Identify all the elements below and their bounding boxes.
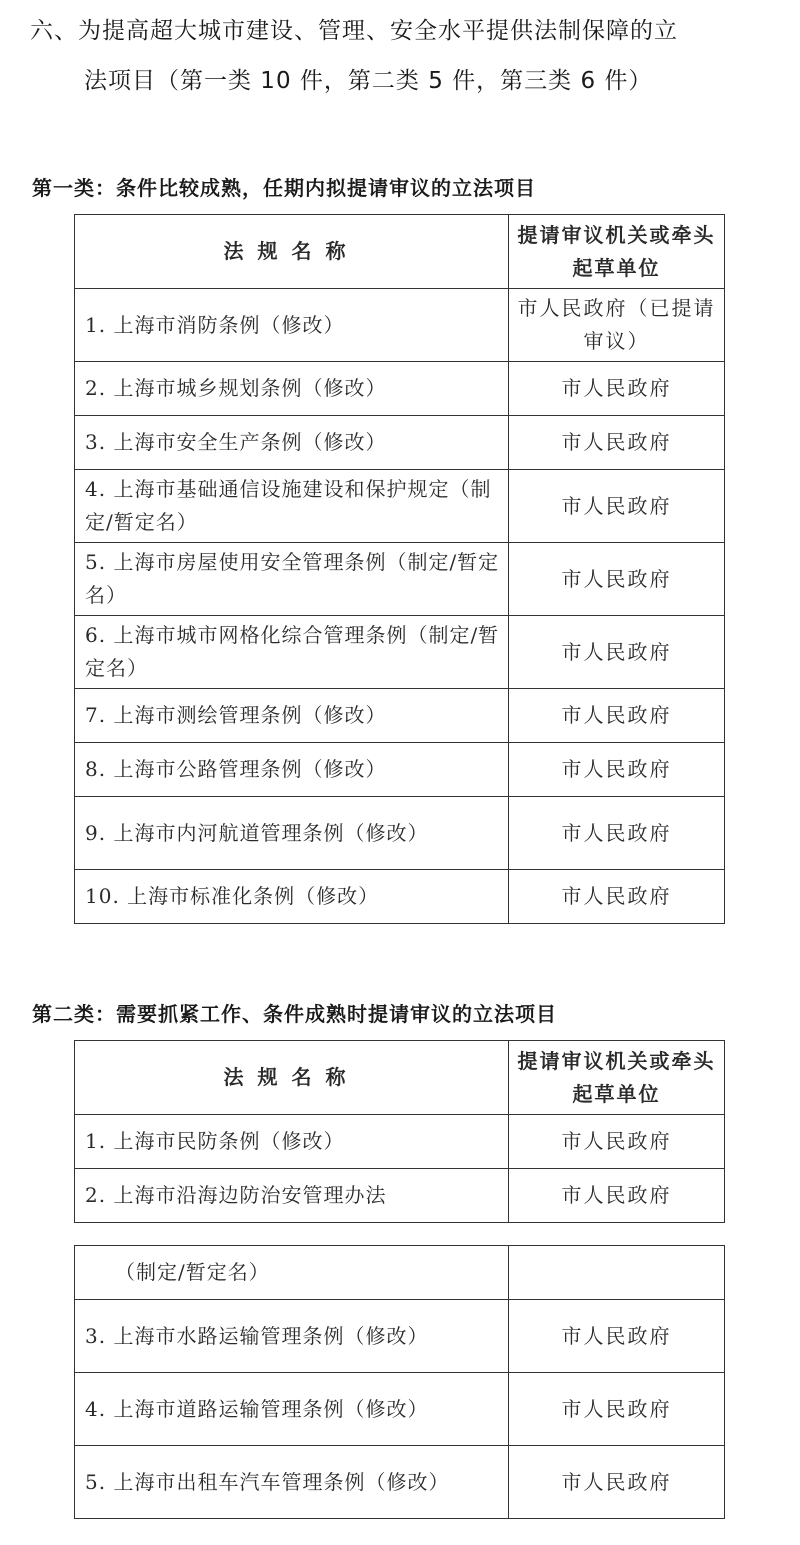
table-row	[75, 416, 725, 470]
row-org: 市人民政府	[509, 1373, 725, 1446]
row-name: 5. 上海市出租车汽车管理条例（修改）	[75, 1446, 509, 1519]
row-org: 市人民政府	[509, 470, 725, 543]
header-org: 提请审议机关或牵头起草单位	[509, 1041, 725, 1115]
row-name: 3. 上海市水路运输管理条例（修改）	[75, 1300, 509, 1373]
row-org: 市人民政府	[509, 616, 725, 689]
row-name: 4. 上海市道路运输管理条例（修改）	[75, 1373, 509, 1446]
row-org: 市人民政府	[509, 797, 725, 870]
row-name: 3. 上海市安全生产条例（修改）	[75, 416, 509, 470]
row-name: 7. 上海市测绘管理条例（修改）	[75, 689, 509, 743]
table-row	[75, 362, 725, 416]
table-row	[75, 1373, 725, 1446]
row-name: 2. 上海市城乡规划条例（修改）	[75, 362, 509, 416]
row-org-empty	[509, 1246, 725, 1300]
table-row	[75, 1169, 725, 1223]
table-row	[75, 1300, 725, 1373]
row-org: 市人民政府	[509, 362, 725, 416]
row-org: 市人民政府	[509, 1115, 725, 1169]
header-name: 法规名称	[75, 215, 509, 289]
row-name: 6. 上海市城市网格化综合管理条例（制定/暂定名）	[75, 616, 509, 689]
row-org: 市人民政府	[509, 1169, 725, 1223]
section-title-line1: 六、为提高超大城市建设、管理、安全水平提供法制保障的立	[30, 18, 678, 44]
row-name: 8. 上海市公路管理条例（修改）	[75, 743, 509, 797]
row-name: 9. 上海市内河航道管理条例（修改）	[75, 797, 509, 870]
table-row	[75, 797, 725, 870]
row-org: 市人民政府	[509, 689, 725, 743]
category2-table	[74, 1040, 725, 1223]
table-header-row	[75, 215, 725, 289]
row-name: 4. 上海市基础通信设施建设和保护规定（制定/暂定名）	[75, 470, 509, 543]
header-name: 法规名称	[75, 1041, 509, 1115]
section-title-line2: 法项目（第一类 10 件，第二类 5 件，第三类 6 件）	[84, 68, 653, 94]
table-row	[75, 870, 725, 924]
row-org: 市人民政府（已提请审议）	[509, 289, 725, 362]
category2-label: 第二类：需要抓紧工作、条件成熟时提请审议的立法项目	[32, 1002, 557, 1026]
row-name: 5. 上海市房屋使用安全管理条例（制定/暂定名）	[75, 543, 509, 616]
table-row	[75, 289, 725, 362]
row-name-continuation: （制定/暂定名）	[75, 1246, 509, 1300]
row-org: 市人民政府	[509, 1300, 725, 1373]
table-row	[75, 1246, 725, 1300]
table-row	[75, 743, 725, 797]
row-org: 市人民政府	[509, 543, 725, 616]
category1-table	[74, 214, 725, 924]
row-org: 市人民政府	[509, 416, 725, 470]
row-name: 1. 上海市消防条例（修改）	[75, 289, 509, 362]
row-org: 市人民政府	[509, 870, 725, 924]
table-header-row	[75, 1041, 725, 1115]
category1-label: 第一类：条件比较成熟，任期内拟提请审议的立法项目	[32, 176, 536, 200]
table-row	[75, 1446, 725, 1519]
row-org: 市人民政府	[509, 1446, 725, 1519]
header-org: 提请审议机关或牵头起草单位	[509, 215, 725, 289]
row-name: 10. 上海市标准化条例（修改）	[75, 870, 509, 924]
row-name: 1. 上海市民防条例（修改）	[75, 1115, 509, 1169]
table-row	[75, 543, 725, 616]
table-row	[75, 470, 725, 543]
table-row	[75, 689, 725, 743]
row-org: 市人民政府	[509, 743, 725, 797]
row-name: 2. 上海市沿海边防治安管理办法	[75, 1169, 509, 1223]
table-row	[75, 1115, 725, 1169]
table-row	[75, 616, 725, 689]
category2-table-continued	[74, 1245, 725, 1519]
